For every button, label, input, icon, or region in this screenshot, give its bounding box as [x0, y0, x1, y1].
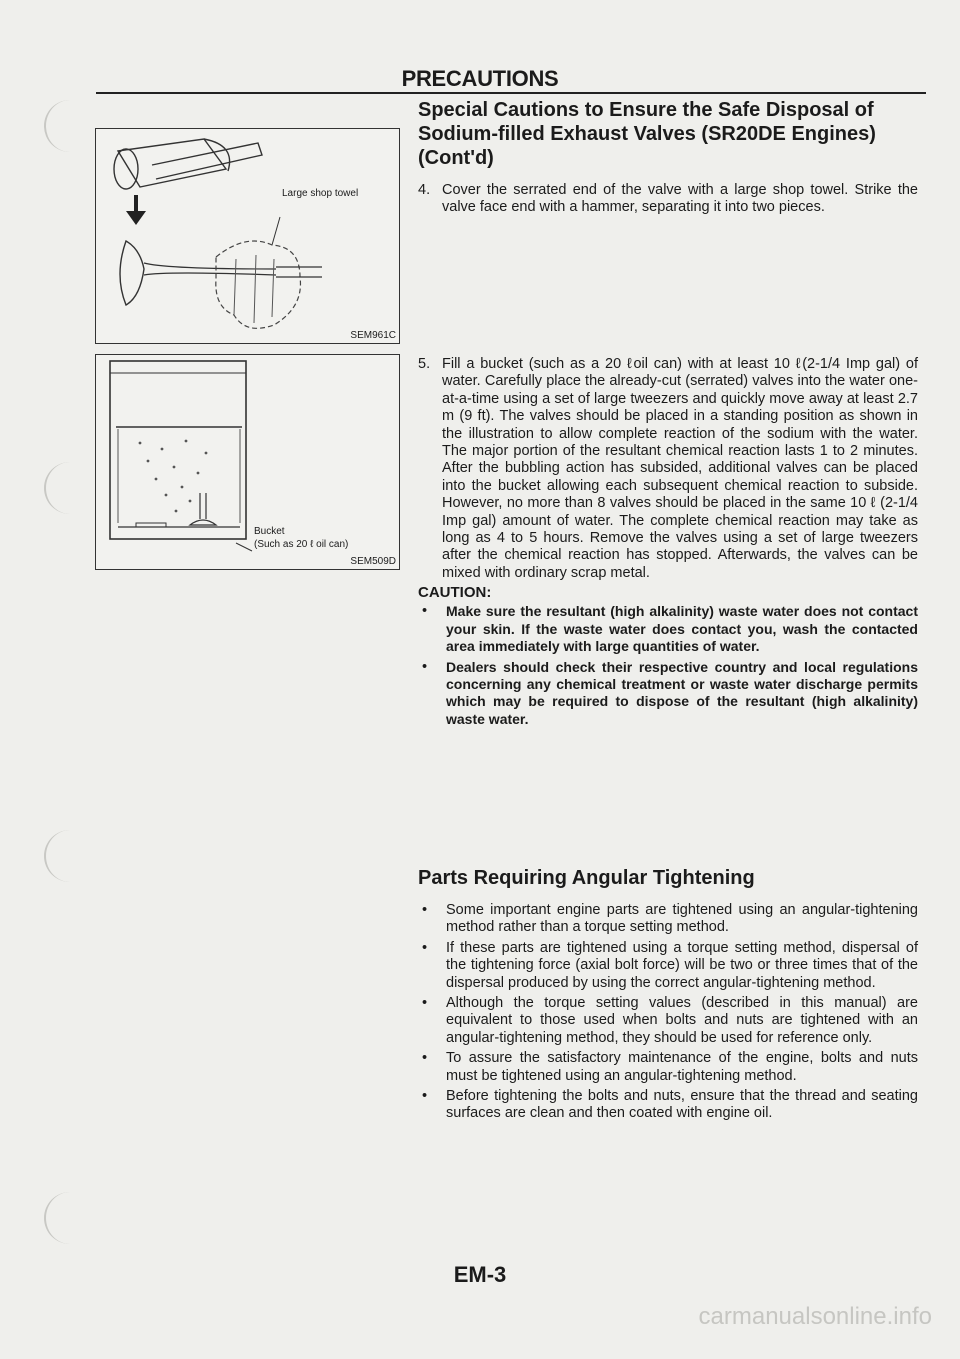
- figure-valve-hammer: [95, 128, 400, 344]
- page-number: EM-3: [453, 1262, 507, 1287]
- valve-hammer-illustration: [96, 129, 399, 343]
- bullet-icon: •: [422, 603, 428, 620]
- bullet-icon: •: [422, 1088, 428, 1105]
- step-4: [418, 182, 918, 217]
- list-item: • Before tightening the bolts and nuts, ensure that the thread and seating surfaces are clean and then coated with engine oil.: [418, 1088, 918, 1123]
- section-title-line: (Cont'd): [418, 147, 494, 169]
- bullet-icon: •: [422, 658, 428, 675]
- bullet-icon: •: [422, 939, 428, 956]
- bullet-icon: •: [422, 995, 428, 1012]
- figure-code: SEM509D: [350, 556, 396, 567]
- figure-label-shop-towel: Large shop towel: [282, 188, 359, 199]
- step-number: 5.: [418, 356, 431, 372]
- step-number: 4.: [418, 182, 431, 198]
- step-text: Fill a bucket (such as a 20 ℓoil can) with at least 10 ℓ(2-1/4 Imp gal) of water. Carefully place the already-cut (serrated) valves into the water one-at-a-time using a set of large tweezers and quickly move away at least 2.7 m (9 ft). The valves should be placed in a standing position as shown in the illustration to allow complete reaction of the sodium with the water. The major portion of the resultant chemical reaction lasts 1 to 2 minutes. After the bubbling action has subsided, additional valves can be placed into the bucket allowing each subsequent chemical reaction to subside. However, no more than 8 valves should be placed in the same 10 ℓ (2-1/4 Imp gal) amount of water. The complete chemical reaction may take as long as 4 to 5 hours. Remove the valves using a set of large tweezers after the chemical reaction has stopped. Afterwards, the valves can be mixed with ordinary scrap metal.: [442, 356, 918, 581]
- binder-hole: [44, 462, 72, 514]
- section-angular-tightening: [418, 866, 918, 1126]
- section-sodium-valves: [418, 98, 918, 170]
- list-item: • Some important engine parts are tightened using an angular-tightening method rather than a torque setting method.: [418, 902, 918, 937]
- header-rule: [96, 92, 926, 94]
- bullet-icon: •: [422, 1050, 428, 1067]
- section-title: Parts Requiring Angular Tightening: [418, 867, 755, 889]
- figure-label-bucket: Bucket: [254, 526, 285, 537]
- caution-item: • Make sure the resultant (high alkalinity) waste water does not contact your skin. If the waste water does contact you, wash the contacted area immediately with large quantities of water.: [418, 603, 918, 655]
- step-5: [418, 356, 918, 731]
- list-item: • To assure the satisfactory maintenance of the engine, bolts and nuts must be tightened using an angular-tightening method.: [418, 1050, 918, 1085]
- watermark: carmanualsonline.info: [698, 1303, 932, 1330]
- bullet-icon: •: [422, 902, 428, 918]
- section-title-line: Special Cautions to Ensure the Safe Disposal of: [418, 99, 874, 121]
- binder-hole: [44, 1192, 72, 1244]
- list-item: • If these parts are tightened using a torque setting method, dispersal of the tightening force (axial bolt force) will be two or three times that of the dispersal produced by using the correct angular-tightening method.: [418, 940, 918, 992]
- binder-hole: [44, 830, 72, 882]
- figure-label-oil-can: (Such as 20 ℓ oil can): [254, 539, 349, 550]
- section-title-line: Sodium-filled Exhaust Valves (SR20DE Engines): [418, 123, 876, 145]
- binder-hole: [44, 100, 72, 152]
- page-header-title: PRECAUTIONS: [401, 66, 559, 91]
- step-text: Cover the serrated end of the valve with a large shop towel. Strike the valve face end with a hammer, separating it into two pieces.: [442, 182, 918, 216]
- bucket-illustration: [96, 355, 399, 569]
- figure-code: SEM961C: [350, 330, 396, 341]
- figure-bucket: [95, 354, 400, 570]
- caution-heading: CAUTION:: [418, 584, 492, 602]
- caution-item: • Dealers should check their respective country and local regulations concerning any chemical treatment or waste water discharge permits which may be required to dispose of the resultant (high alkalinity) waste water.: [418, 659, 918, 729]
- list-item: • Although the torque setting values (described in this manual) are equivalent to those used when bolts and nuts are tightened with an angular-tightening method, they should be used for reference only.: [418, 995, 918, 1047]
